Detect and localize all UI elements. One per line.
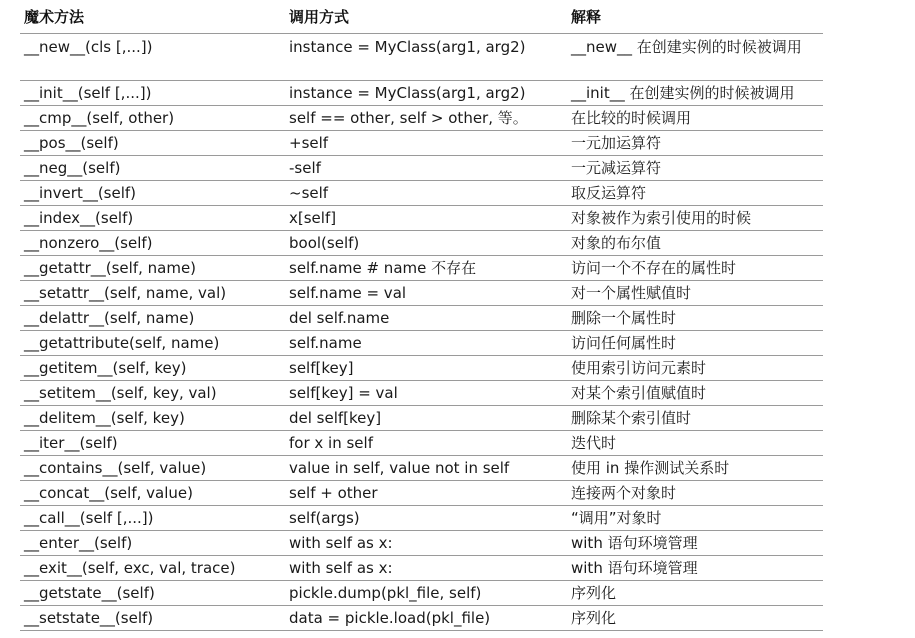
table-row [20,131,823,156]
method-cell: __contains__(self, value) [20,456,285,481]
invocation-cell: self == other, self > other, 等。 [285,106,567,131]
invocation-cell: with self as x: [285,556,567,581]
table-row [20,81,823,106]
table-row [20,231,823,256]
explanation-cell: 使用索引访问元素时 [567,356,823,381]
method-cell: __getstate__(self) [20,581,285,606]
column-header-method: 魔术方法 [20,0,285,34]
invocation-cell: del self.name [285,306,567,331]
explanation-cell: 连接两个对象时 [567,481,823,506]
method-cell: __invert__(self) [20,181,285,206]
explanation-cell: 访问一个不存在的属性时 [567,256,823,281]
method-cell: __pos__(self) [20,131,285,156]
table-row [20,481,823,506]
invocation-cell: ~self [285,181,567,206]
method-cell: __getattribute(self, name) [20,331,285,356]
explanation-cell: 对象被作为索引使用的时候 [567,206,823,231]
table-row [20,531,823,556]
explanation-cell: 对象的布尔值 [567,231,823,256]
invocation-cell: data = pickle.load(pkl_file) [285,606,567,631]
explanation-cell: 序列化 [567,581,823,606]
table-row [20,331,823,356]
table-body [20,34,823,631]
table-row [20,406,823,431]
table-row [20,356,823,381]
invocation-cell: self(args) [285,506,567,531]
explanation-cell: with 语句环境管理 [567,556,823,581]
method-cell: __cmp__(self, other) [20,106,285,131]
invocation-cell: self.name # name 不存在 [285,256,567,281]
explanation-cell: 对某个索引值赋值时 [567,381,823,406]
table-row [20,506,823,531]
method-cell: __setitem__(self, key, val) [20,381,285,406]
explanation-cell: “调用”对象时 [567,506,823,531]
invocation-cell: x[self] [285,206,567,231]
explanation-cell: with 语句环境管理 [567,531,823,556]
invocation-cell: pickle.dump(pkl_file, self) [285,581,567,606]
table-row [20,381,823,406]
column-header-invocation: 调用方式 [285,0,567,34]
method-cell: __setattr__(self, name, val) [20,281,285,306]
invocation-cell: bool(self) [285,231,567,256]
explanation-cell: 删除某个索引值时 [567,406,823,431]
table-header-row [20,0,823,34]
table-row [20,34,823,81]
explanation-cell: 取反运算符 [567,181,823,206]
invocation-cell: instance = MyClass(arg1, arg2) [285,81,567,106]
method-cell: __index__(self) [20,206,285,231]
invocation-cell: self + other [285,481,567,506]
table-row [20,281,823,306]
method-cell: __new__(cls [,...]) [20,34,285,81]
table-row [20,456,823,481]
invocation-cell: self[key] = val [285,381,567,406]
explanation-cell: 一元加运算符 [567,131,823,156]
table-row [20,556,823,581]
method-cell: __concat__(self, value) [20,481,285,506]
explanation-cell: 访问任何属性时 [567,331,823,356]
column-header-explanation: 解释 [567,0,823,34]
method-cell: __setstate__(self) [20,606,285,631]
method-cell: __getattr__(self, name) [20,256,285,281]
method-cell: __delattr__(self, name) [20,306,285,331]
explanation-cell: 一元减运算符 [567,156,823,181]
method-cell: __getitem__(self, key) [20,356,285,381]
invocation-cell: with self as x: [285,531,567,556]
explanation-cell: 在比较的时候调用 [567,106,823,131]
table-row [20,256,823,281]
magic-methods-table [20,0,823,631]
invocation-cell: value in self, value not in self [285,456,567,481]
method-cell: __delitem__(self, key) [20,406,285,431]
table-row [20,581,823,606]
explanation-cell: 序列化 [567,606,823,631]
method-cell: __call__(self [,...]) [20,506,285,531]
invocation-cell: instance = MyClass(arg1, arg2) [285,34,567,81]
table-row [20,306,823,331]
explanation-cell: 迭代时 [567,431,823,456]
explanation-cell: 对一个属性赋值时 [567,281,823,306]
invocation-cell: for x in self [285,431,567,456]
explanation-cell: __new__ 在创建实例的时候被调用 [567,34,823,81]
method-cell: __neg__(self) [20,156,285,181]
method-cell: __exit__(self, exc, val, trace) [20,556,285,581]
table-row [20,106,823,131]
invocation-cell: del self[key] [285,406,567,431]
method-cell: __enter__(self) [20,531,285,556]
explanation-cell: 使用 in 操作测试关系时 [567,456,823,481]
table-row [20,206,823,231]
explanation-cell: __init__ 在创建实例的时候被调用 [567,81,823,106]
invocation-cell: self.name [285,331,567,356]
invocation-cell: +self [285,131,567,156]
method-cell: __nonzero__(self) [20,231,285,256]
table-row [20,181,823,206]
method-cell: __init__(self [,...]) [20,81,285,106]
invocation-cell: self[key] [285,356,567,381]
table-row [20,606,823,631]
invocation-cell: self.name = val [285,281,567,306]
explanation-cell: 删除一个属性时 [567,306,823,331]
method-cell: __iter__(self) [20,431,285,456]
table-row [20,156,823,181]
invocation-cell: -self [285,156,567,181]
table-row [20,431,823,456]
